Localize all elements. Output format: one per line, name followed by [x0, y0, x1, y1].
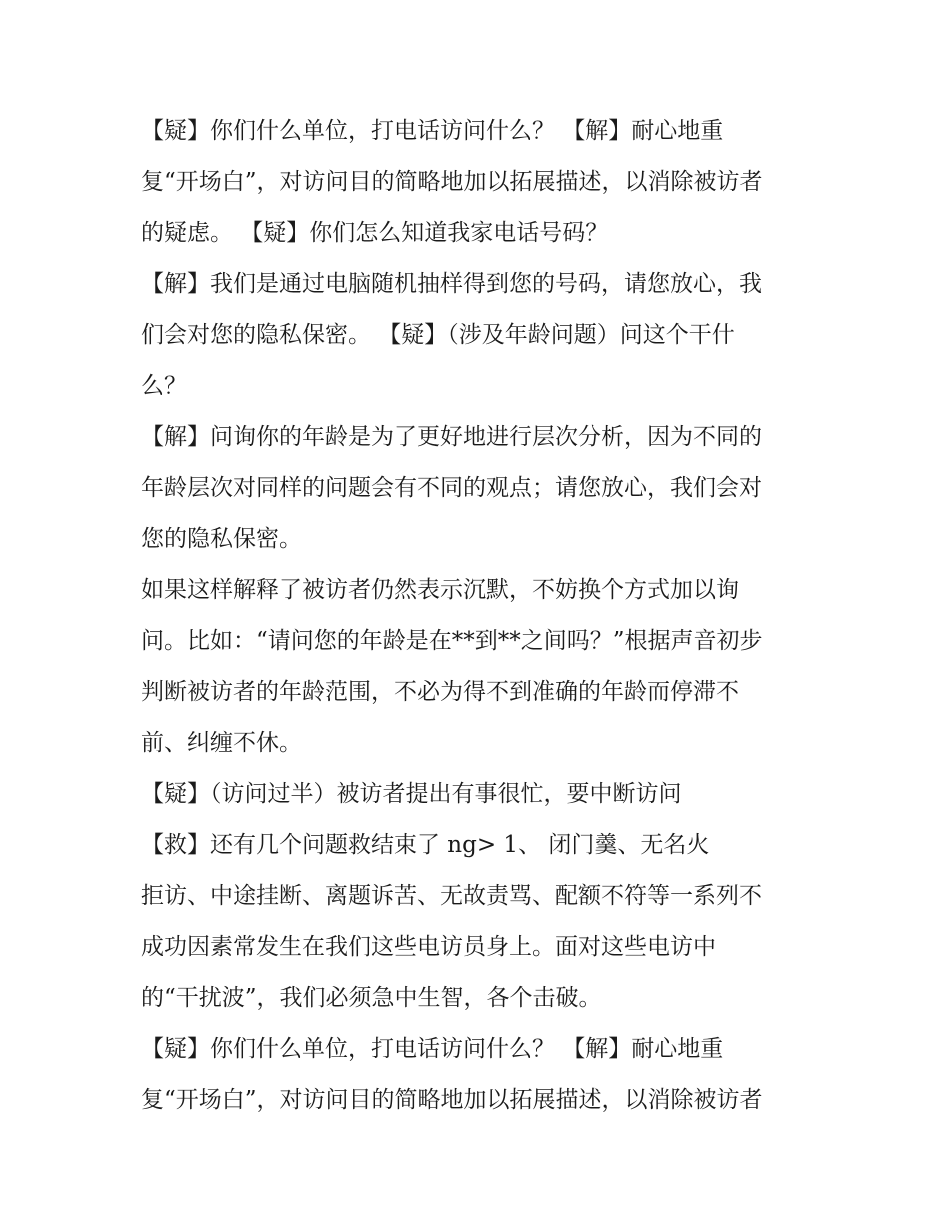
text-line: 【救】还有几个问题救结束了 ng> 1、 闭门羹、无名火 — [141, 832, 710, 858]
text-line: 【疑】你们什么单位，打电话访问什么？ 【解】耐心地重 — [141, 1036, 724, 1062]
text-line: 前、纠缠不休。 — [141, 730, 302, 756]
text-line: 【解】我们是通过电脑随机抽样得到您的号码，请您放心，我 — [141, 271, 762, 297]
text-line: 们会对您的隐私保密。 【疑】（涉及年龄问题）问这个干什 — [141, 322, 735, 348]
text-line: 拒访、中途挂断、离题诉苦、无故责骂、配额不符等一系列不 — [141, 883, 762, 909]
text-line: 【解】问询你的年龄是为了更好地进行层次分析，因为不同的 — [141, 424, 762, 450]
text-line: 复“开场白”，对访问目的简略地加以拓展描述，以消除被访者 — [141, 169, 763, 195]
text-line: 成功因素常发生在我们这些电访员身上。面对这些电访中 — [141, 934, 716, 960]
text-line: 的疑虑。 【疑】你们怎么知道我家电话号码？ — [141, 220, 609, 246]
text-line: 复“开场白”，对访问目的简略地加以拓展描述，以消除被访者 — [141, 1087, 763, 1113]
text-line: 【疑】（访问过半）被访者提出有事很忙，要中断访问 — [141, 781, 682, 807]
text-line: 【疑】你们什么单位，打电话访问什么？ 【解】耐心地重 — [141, 118, 724, 144]
document-body — [141, 106, 821, 1126]
text-line: 年龄层次对同样的问题会有不同的观点；请您放心，我们会对 — [141, 475, 762, 501]
text-line: 么？ — [141, 373, 187, 399]
text-line: 您的隐私保密。 — [141, 526, 302, 552]
text-line: 如果这样解释了被访者仍然表示沉默，不妨换个方式加以询 — [141, 577, 739, 603]
text-line: 问。比如：“请问您的年龄是在**到**之间吗？”根据声音初步 — [141, 628, 763, 654]
text-line: 判断被访者的年龄范围，不必为得不到准确的年龄而停滞不 — [141, 679, 739, 705]
text-line: 的“干扰波”，我们必须急中生智，各个击破。 — [141, 985, 602, 1011]
